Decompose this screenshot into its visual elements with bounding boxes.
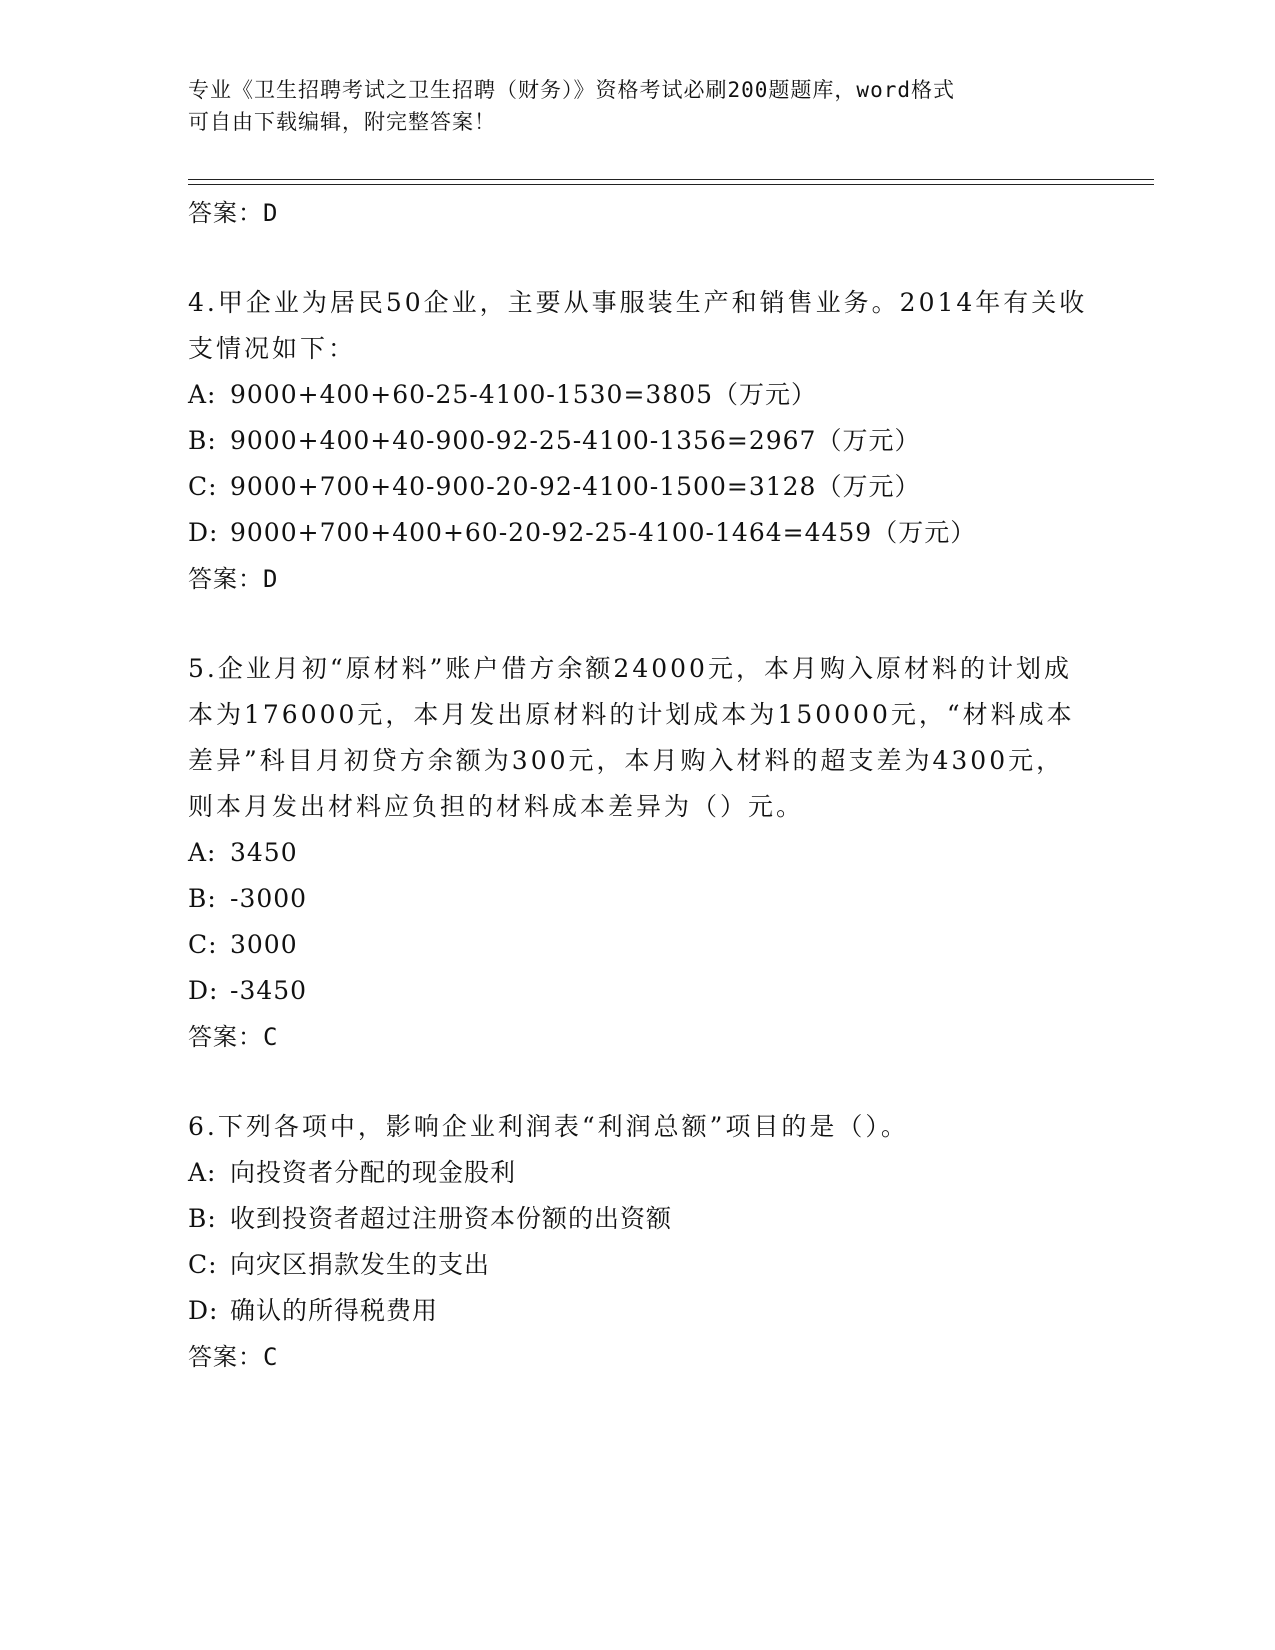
option-text: 9000+700+40-900-20-92-4100-1500=3128（万元） <box>230 472 921 501</box>
option-b <box>188 876 1088 922</box>
option-text: 3000 <box>230 930 298 959</box>
option-text: 3450 <box>230 838 298 867</box>
option-text: 向灾区捐款发生的支出 <box>230 1250 491 1279</box>
answer-line: 答案：D <box>188 199 279 227</box>
option-text: 9000+700+400+60-20-92-25-4100-1464=4459（万元） <box>230 518 977 547</box>
answer-line: 答案：D <box>188 565 279 593</box>
option-text: -3000 <box>230 884 308 913</box>
option-text: 9000+400+60-25-4100-1530=3805（万元） <box>230 380 818 409</box>
question-item <box>188 280 1088 602</box>
option-a <box>188 830 1088 876</box>
option-a <box>188 372 1088 418</box>
option-letter: A: <box>188 380 217 409</box>
answer-line: 答案：C <box>188 1023 279 1051</box>
document-header <box>188 74 1088 138</box>
option-letter: A: <box>188 1158 217 1187</box>
option-letter: D: <box>188 518 219 547</box>
option-d <box>188 968 1088 1014</box>
option-c <box>188 922 1088 968</box>
option-letter: C: <box>188 472 218 501</box>
option-letter: D: <box>188 976 219 1005</box>
answer-line: 答案：C <box>188 1343 279 1371</box>
option-c <box>188 1242 1088 1288</box>
option-letter: B: <box>188 426 217 455</box>
question-stem: 6.下列各项中，影响企业利润表“利润总额”项目的是（）。 <box>188 1112 909 1141</box>
header-title-line-2: 可自由下载编辑，附完整答案！ <box>188 110 496 134</box>
question-item <box>188 646 1088 1060</box>
option-text: -3450 <box>230 976 308 1005</box>
option-text: 向投资者分配的现金股利 <box>230 1158 517 1187</box>
question-item <box>188 1104 1088 1380</box>
question-stem: 4.甲企业为居民50企业，主要从事服装生产和销售业务。2014年有关收支情况如下： <box>188 288 1088 363</box>
option-letter: B: <box>188 884 217 913</box>
header-title-line-1: 专业《卫生招聘考试之卫生招聘（财务）》资格考试必刷200题题库，word格式 <box>188 78 955 102</box>
option-letter: B: <box>188 1204 217 1233</box>
option-a <box>188 1150 1088 1196</box>
option-text: 9000+400+40-900-92-25-4100-1356=2967（万元） <box>230 426 921 455</box>
option-b <box>188 1196 1088 1242</box>
option-letter: D: <box>188 1296 219 1325</box>
option-letter: C: <box>188 930 218 959</box>
question-list <box>188 190 1088 1380</box>
question-stem: 5.企业月初“原材料”账户借方余额24000元，本月购入原材料的计划成本为176000元，本月发出原材料的计划成本为150000元，“材料成本差异”科目月初贷方余额为300元，本月购入材料的超支差为4300元，则本月发出材料应负担的材料成本差异为（）元。 <box>188 654 1075 821</box>
header-divider-bottom <box>188 184 1154 185</box>
option-b <box>188 418 1088 464</box>
option-text: 确认的所得税费用 <box>230 1296 439 1325</box>
option-letter: C: <box>188 1250 218 1279</box>
header-divider-top <box>188 179 1154 180</box>
option-c <box>188 464 1088 510</box>
option-d <box>188 510 1088 556</box>
option-d <box>188 1288 1088 1334</box>
option-letter: A: <box>188 838 217 867</box>
option-text: 收到投资者超过注册资本份额的出资额 <box>230 1204 673 1233</box>
